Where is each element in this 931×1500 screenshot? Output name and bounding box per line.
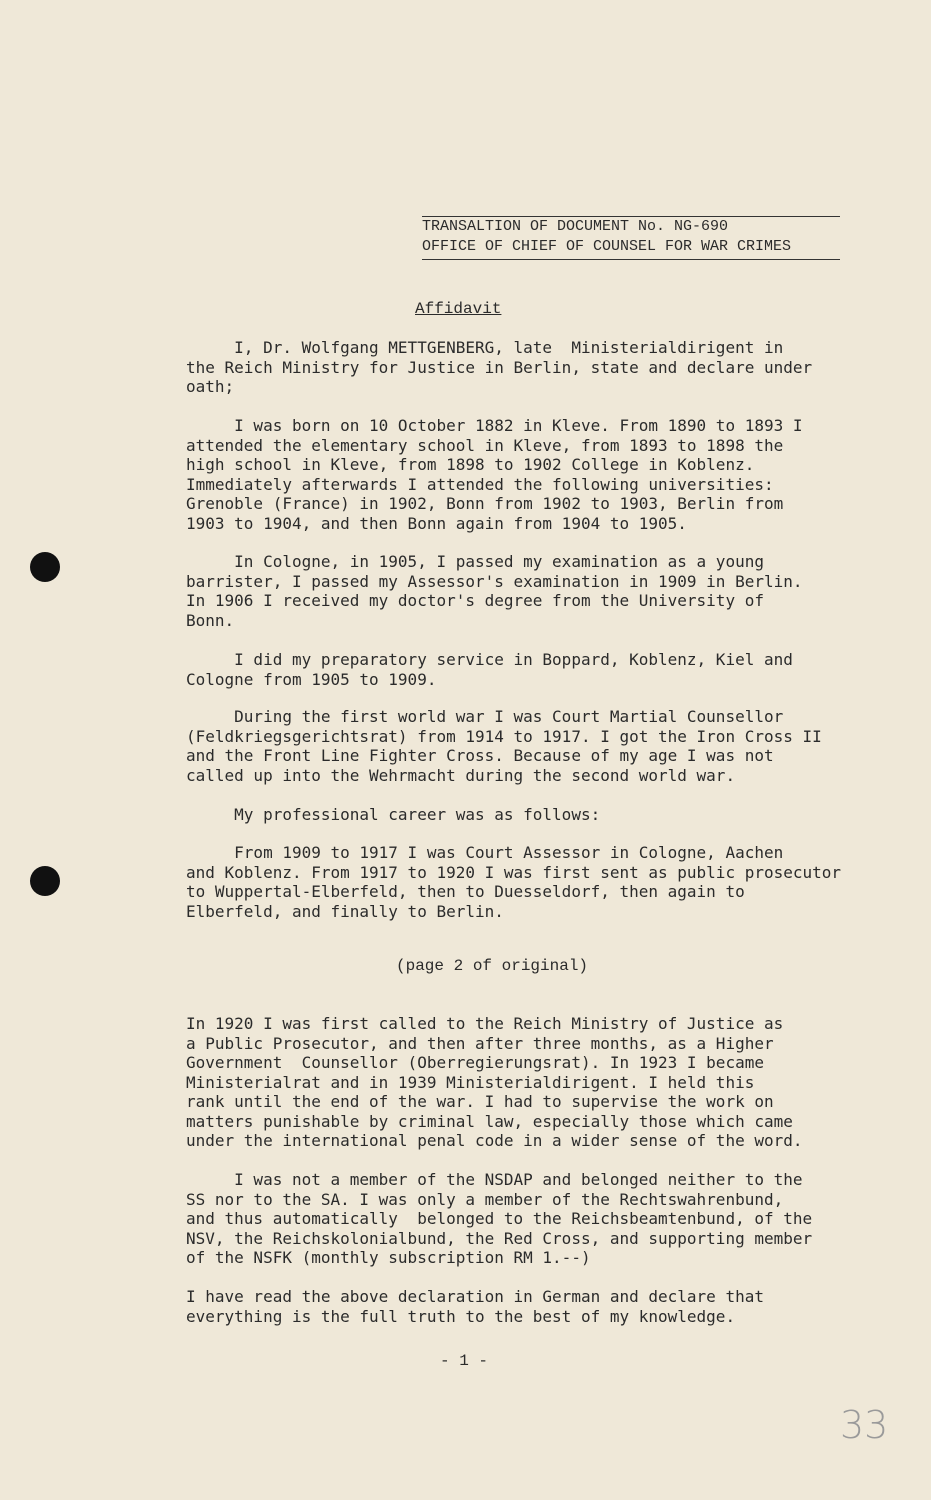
archive-stamp-number: 33 [840,1403,889,1447]
paragraph-career-intro: My professional career was as follows: [186,805,601,824]
paragraph-ministry: In 1920 I was first called to the Reich Ministry of Justice as a Public Prosecutor, and then after three months, as a Higher Government Counsellor (Oberregierungsrat). In 1923 I became Ministerialrat and in 1939 Ministerialdirigent. I held this rank until the end of the war. I had to supervise the work on matters punishable by criminal law, especially those which came under the international penal code in a wider sense of the word. [186,1014,803,1150]
paragraph-career-details: From 1909 to 1917 I was Court Assessor in Cologne, Aachen and Koblenz. From 1917 to 1920 I was first sent as public prosecutor to Wuppertal-Elberfeld, then to Duesseldorf, then again to Elberfeld, and finally to Berlin. [186,843,842,921]
header-line-2: OFFICE OF CHIEF OF COUNSEL FOR WAR CRIMES [422,237,840,260]
paragraph-declarant: I, Dr. Wolfgang METTGENBERG, late Ministerialdirigent in the Reich Ministry for Justice in Berlin, state and declare under oath; [186,338,813,396]
punch-hole-top [30,552,60,582]
paragraph-examinations: In Cologne, in 1905, I passed my examination as a young barrister, I passed my Assessor's examination in 1909 in Berlin. In 1906 I received my doctor's degree from the University of Bonn. [186,552,803,630]
paragraph-memberships: I was not a member of the NSDAP and belonged neither to the SS nor to the SA. I was only a member of the Rechtswahrenbund, and thus automatically belonged to the Reichsbeamtenbund, of the NSV, the Reichskolonialbund, the Red Cross, and supporting member of the NSFK (monthly subscription RM 1.--) [186,1170,813,1267]
document-title: Affidavit [415,300,502,318]
paragraph-preparatory-service: I did my preparatory service in Boppard, Koblenz, Kiel and Cologne from 1905 to 1909. [186,650,793,689]
paragraph-declaration: I have read the above declaration in German and declare that everything is the full truth to the best of my knowledge. [186,1287,764,1326]
page-number: - 1 - [440,1352,489,1370]
document-header [422,216,840,260]
page-note: (page 2 of original) [396,957,589,975]
paragraph-war-service: During the first world war I was Court Martial Counsellor (Feldkriegsgerichtsrat) from 1914 to 1917. I got the Iron Cross II and the Front Line Fighter Cross. Because of my age I was not called up into the Wehrmacht during the second world war. [186,707,822,785]
punch-hole-bottom [30,866,60,896]
header-line-1: TRANSALTION OF DOCUMENT No. NG-690 [422,218,729,235]
paragraph-education: I was born on 10 October 1882 in Kleve. From 1890 to 1893 I attended the elementary school in Kleve, from 1893 to 1898 the high school in Kleve, from 1898 to 1902 College in Koblenz. Immediately afterwards I attended the following universities: Grenoble (France) in 1902, Bonn from 1902 to 1903, Berlin from 1903 to 1904, and then Bonn again from 1904 to 1905. [186,416,803,533]
